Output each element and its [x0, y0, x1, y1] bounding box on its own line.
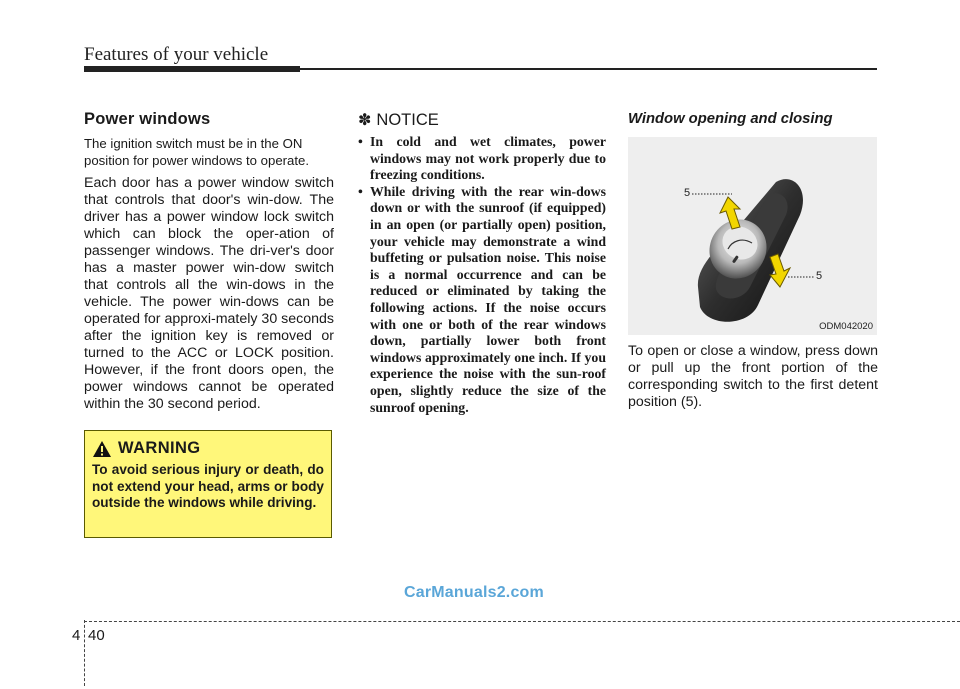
notice-item-text: While driving with the rear win-dows down or with the sunroof (if equipped) in an open (or partially open) position, your vehicle may demonstrate a wind buffeting or pulsation noise. This noise is a normal occurrence and can be reduced or eliminated by taking the following actions. If the noise occurs with one or both of the rear windows down, partially lower both front windows approximately one inch. If you experience the noise with the sun-roof open, slightly reduce the size of the sunroof opening. [370, 183, 606, 415]
notice-item-text: In cold and wet climates, power windows may not work properly due to freezing conditions. [370, 134, 606, 183]
site-watermark: CarManuals2.com [404, 584, 544, 601]
warning-triangle-icon [92, 440, 112, 458]
notice-item [358, 134, 606, 184]
window-opening-heading: Window opening and closing [628, 111, 833, 127]
bullet-icon: • [358, 183, 363, 199]
asterisk-icon: ✽ [358, 112, 372, 129]
page-header-title: Features of your vehicle [84, 44, 269, 65]
warning-box [84, 430, 332, 538]
notice-item [358, 184, 606, 416]
power-windows-paragraph-1: The ignition switch must be in the ON position for power windows to operate. [84, 136, 310, 168]
warning-text: To avoid serious injury or death, do not extend your head, arms or body outside the windows while driving. [92, 462, 324, 510]
header-rule-thin [300, 68, 877, 70]
footer-divider [84, 620, 85, 686]
page-number: 40 [88, 627, 105, 644]
figure-label-5-bottom: 5 [816, 270, 823, 282]
notice-header [358, 110, 606, 130]
bullet-icon: • [358, 134, 363, 149]
window-switch-figure [628, 137, 877, 335]
chapter-number: 4 [72, 627, 81, 644]
column-window-opening [628, 108, 878, 417]
header-rule-thick [84, 66, 300, 72]
notice-list [358, 134, 606, 416]
notice-title: NOTICE [376, 110, 439, 129]
figure-code: ODM042020 [819, 321, 873, 332]
figure-label-5-top: 5 [684, 187, 691, 199]
warning-title: WARNING [118, 439, 201, 457]
footer-rule [84, 621, 960, 622]
power-windows-heading: Power windows [84, 110, 211, 128]
window-switch-illustration [628, 137, 877, 335]
column-notice [358, 108, 606, 416]
power-windows-paragraph-2: Each door has a power window switch that controls that door's win-dow. The driver has a power window lock switch which can block the oper-ation of passenger windows. The dri-ver's door has a master power win-dow switch that controls all the win-dows in the vehicle. The power win-dows can be operated for approxi-mately 30 seconds after the ignition key is removed or turned to the ACC or LOCK position. However, if the front doors open, the power windows cannot be operated within the 30 second period. [84, 175, 334, 412]
warning-header [92, 439, 324, 458]
window-opening-paragraph: To open or close a window, press down or pull up the front portion of the corresponding switch to the first detent position (5). [628, 343, 878, 410]
column-power-windows [84, 108, 334, 419]
